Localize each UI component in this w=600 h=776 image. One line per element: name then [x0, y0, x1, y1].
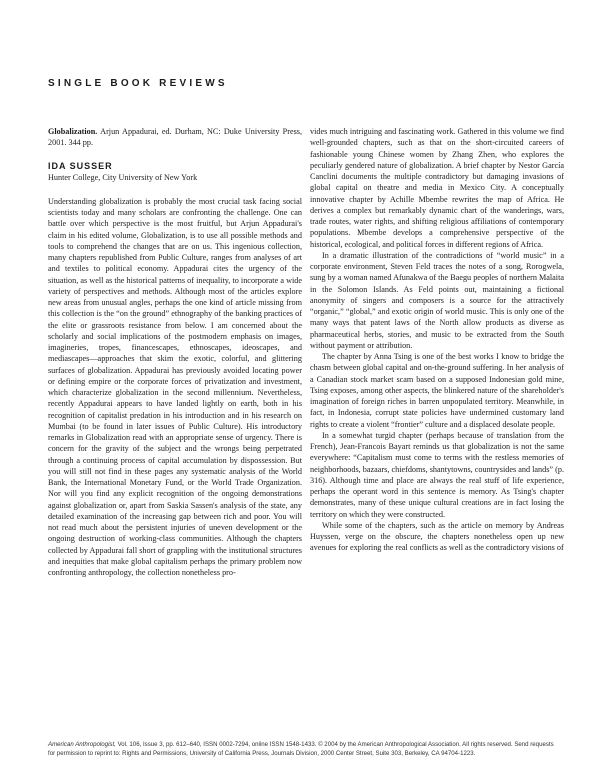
reviewer-affiliation: Hunter College, City University of New York — [48, 173, 198, 182]
body-paragraph: In a somewhat turgid chapter (perhaps because of translation from the French), Jean-Francois Bayart reminds us that globalization is not the same everywhere: “Capitalism must come to terms with the restless memories of neighborhoods, bazaars, chiefdoms, shantytowns, countrysides and lands” (p. 316). Although time and place are always the real stuff of life experience, perhaps the operant word in this sentence is memory. As Tsing's chapter demonstrates, many of these unique cultural creations are in fact losing the territory on which they were constructed. — [310, 430, 564, 519]
left-column — [48, 126, 302, 578]
book-citation-details: Arjun Appadurai, ed. Durham, NC: Duke University Press, 2001. 344 pp. — [48, 127, 302, 148]
section-heading: SINGLE BOOK REVIEWS — [48, 78, 228, 89]
right-column — [310, 126, 564, 554]
footer-citation: Vol. 106, Issue 3, pp. 612–640, ISSN 0002-7294, online ISSN 1548-1433. © 2004 by the American Anthropological Association. All rights reserved. Send requests for permission to reprint to: Rights and Permissions, University of California Press, Journals Division, 2000 Center Street, Suite 303, Berkeley, CA 94704-1223. — [48, 741, 554, 757]
body-paragraph: vides much intriguing and fascinating work. Gathered in this volume we find well-grounded chapters, such as that on the short-circuited careers of fashionable young Chinese women by Zhang Zhen, who explores the peculiarly gendered nature of globalization. A brief chapter by Nestor García Canclini documents the multiple contradictory but damaging invasions of global capital on theatre and media in Mexico City. A conceptually innovative chapter by Achille Mbembe rewrites the map of Africa. He derives a complex but remarkably dynamic chart of the wanderings, wars, trade routes, water rights, and shifting religious affiliations of contemporary populations. Mbembe develops a comprehensive perspective of the historical, ecological, and political forces in different regions of Africa. — [310, 127, 564, 249]
footer-journal: American Anthropologist, — [48, 741, 116, 748]
body-paragraph: Understanding globalization is probably the most crucial task facing social scientists today and many scholars are confronting the challenge. One can battle over which perspective is the most fruitful, but Arjun Appadurai's claim in his edited volume, Globalization, is to use all possible methods and tools to comprehend the changes that are on us. This ingenious collection, many chapters republished from Public Culture, ranges from analyses of art and textiles to political economy. Appadurai cites the urgency of the situation, as well as the historical patterns of inequality, to incorporate a wide variety of perspectives and methods. Although most of the articles explore new areas from unusual angles, perhaps the one kind of article missing from this collection is the “on the ground” ethnography of the banking practices of the elite or grassroots resistance from below. I am concerned about the scholarly and social implications of the postmodern emphasis on images, imagineries, tropes, financescapes, ethnoscapes, ideoscapes, and mediascapes—approaches that skim the exotic, colorful, and glittering surfaces of globalization. Appadurai has previously avoided locating power or defining empire or the corporate forces of privatization and investment, which characterize globalization in the second millennium. Nevertheless, recently Appadurai appears to have landed lightly on earth, both in his recognition of capitalist predation in his introduction and in his research on Mumbai (to be found in later issues of Public Culture). His introductory remarks in Globalization read with an appropriate sense of urgency. There is concern for the gravity of the subject and the wrongs being perpetrated through a continuing process of capital accumulation by dispossession. But you will still not find in these pages any systematic analysis of the World Bank, the International Monetary Fund, or the World Trade Organization. Nor will you find any explicit recognition of the ongoing demonstrations against globalization or, apart from Saskia Sassen's analysis of the state, any detailed examination of the increasing gap between rich and poor. You will not read much about the persistent injuries of uneven development or the ongoing destruction of working-class communities. Although the chapters collected by Appadurai fall short of grappling with the institutional structures and inequities that make global capitalism perhaps the primary problem now confronting anthropology, the collection nonetheless pro- — [48, 196, 302, 577]
body-paragraph: The chapter by Anna Tsing is one of the best works I know to bridge the chasm between global capital and on-the-ground suffering. In her analysis of a Canadian stock market scam based on a supposed Indonesian gold mine, Tsing exposes, among other aspects, the blinkered nature of the shareholder's imagination of foreign riches in barren unpopulated territory. Meanwhile, in fact, in Indonesia, corrupt state policies have undermined customary land rights to create a violent “frontier” culture and a displaced desolate people. — [310, 352, 564, 429]
page-footer — [48, 741, 554, 758]
book-title: Globalization. — [48, 127, 98, 136]
book-citation — [48, 126, 302, 149]
body-paragraph: In a dramatic illustration of the contradictions of “world music” in a corporate environment, Steven Feld traces the notes of a song, Rorogwela, sung by a woman named Afunakwa of the Baegu peoples of northern Malaita in the Solomon Islands. As Feld points out, maintaining a fictional anonymity of singers and composers is a source for the attractively “organic,” “global,” and exotic origin of world music. This is only one of the many ways that patent laws of the North allow products as diverse as pharmaceutical herbs, stories, and music to be extracted from the South without payment or attribution. — [310, 250, 564, 350]
body-paragraph: While some of the chapters, such as the article on memory by Andreas Huyssen, verge on the obscure, the chapters nonetheless open up new avenues for exploring the real conflicts as well as the contradictory visions of — [310, 520, 564, 553]
reviewer-name: IDA SUSSER — [48, 161, 113, 171]
